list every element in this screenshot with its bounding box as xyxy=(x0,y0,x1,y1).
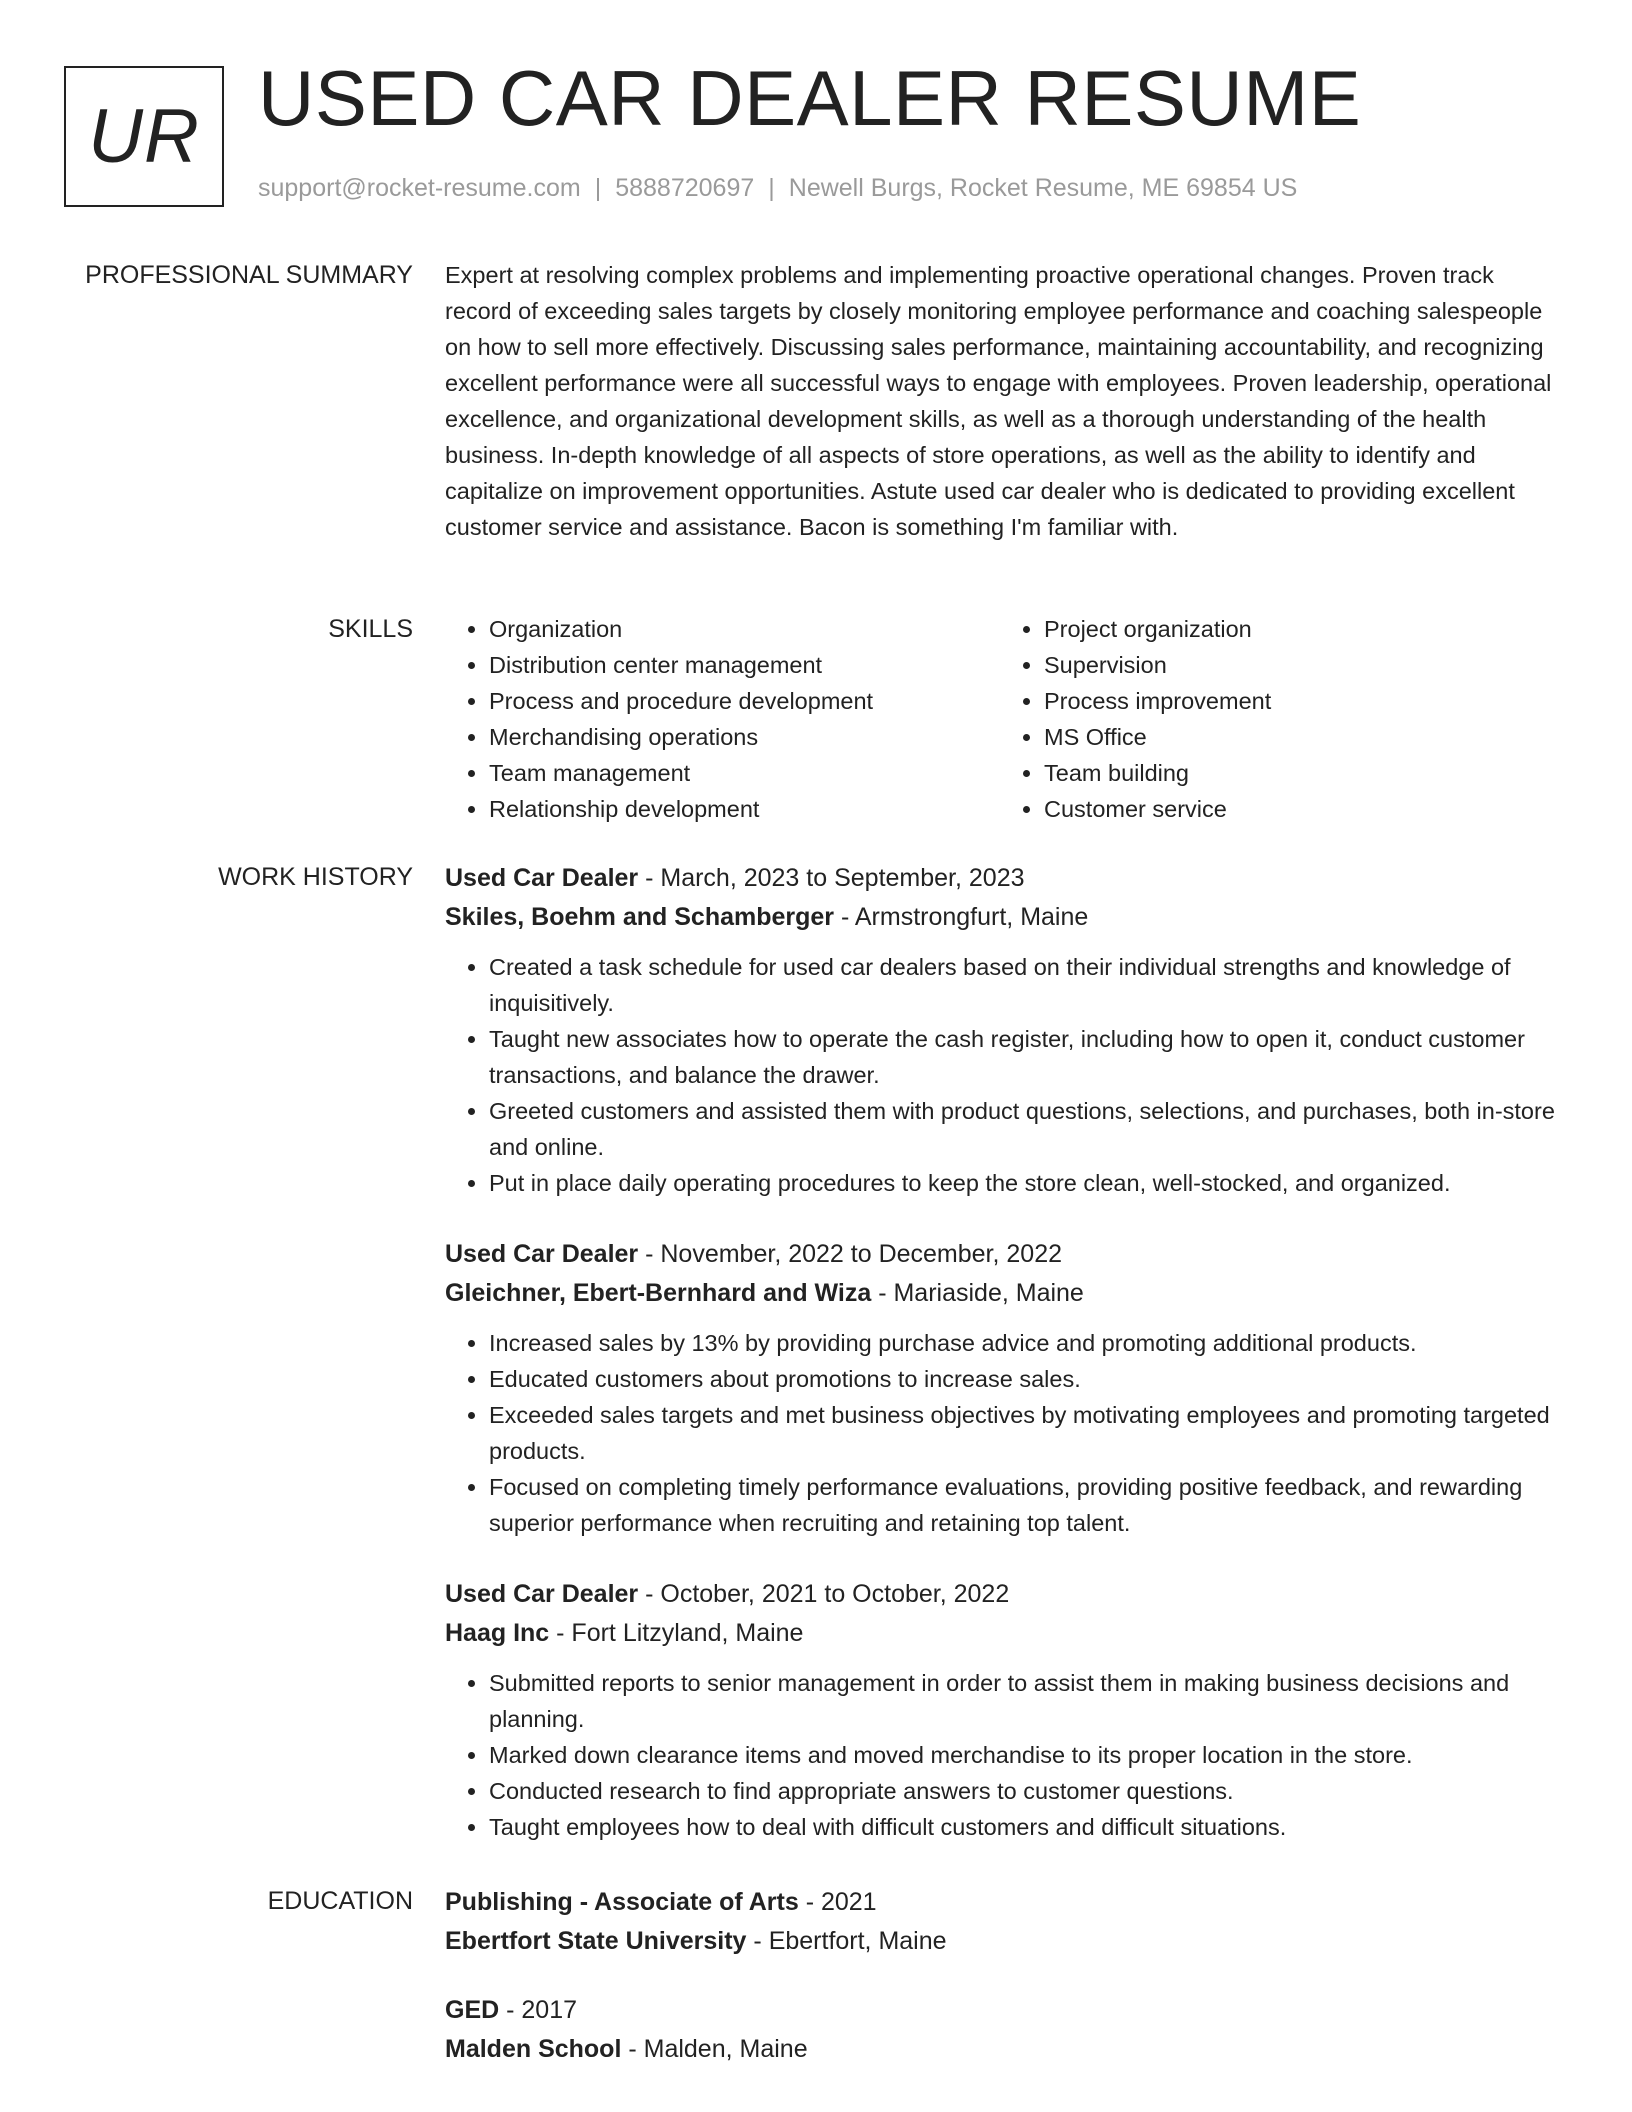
degree-line: GED - 2017 xyxy=(445,1996,578,2024)
contact-separator: | xyxy=(768,174,775,202)
job-location: Fort Litzyland, Maine xyxy=(571,1619,804,1647)
job-bullet: • Taught employees how to deal with difficult customers and difficult situations. xyxy=(489,1809,1555,1845)
monogram-logo: UR xyxy=(64,66,224,207)
job-bullet: • Taught new associates how to operate the cash register, including how to open it, conduct customer transactions, and balance the drawer. xyxy=(489,1021,1555,1093)
skills-list-left xyxy=(445,611,1000,827)
degree: Publishing - Associate of Arts xyxy=(445,1888,799,1916)
contact-email: support@rocket-resume.com xyxy=(258,174,581,202)
summary-text: Expert at resolving complex problems and implementing proactive operational changes. Proven track record of exceeding sales targets by closely monitoring employee performance and coaching salespeople on how to sell more effectively. Discussing sales performance, maintaining accountability, and recognizing excellent performance were all successful ways to engage with employees. Proven leadership, operational excellence, and organizational development skills, as well as a thorough understanding of the health business. In-depth knowledge of all aspects of store operations, as well as the ability to identify and capitalize on improvement opportunities. Astute used car dealer who is dedicated to providing excellent customer service and assistance. Bacon is something I'm familiar with. xyxy=(445,262,1552,540)
degree-year: 2021 xyxy=(820,1888,877,1916)
job-bullet: • Educated customers about promotions to increase sales. xyxy=(489,1361,1555,1397)
job-entry xyxy=(445,859,1555,1201)
job-company: Skiles, Boehm and Schamberger xyxy=(445,903,835,931)
skill-item: • Process improvement xyxy=(1044,683,1555,719)
school: Malden School xyxy=(445,2035,622,2063)
job-bullet: • Increased sales by 13% by providing purchase advice and promoting additional products. xyxy=(489,1325,1555,1361)
job-location: Armstrongfurt, Maine xyxy=(854,903,1089,931)
job-bullet: • Exceeded sales targets and met business objectives by motivating employees and promoting targeted products. xyxy=(489,1397,1555,1469)
skill-item: • Merchandising operations xyxy=(489,719,1000,755)
contact-address: Newell Burgs, Rocket Resume, ME 69854 US xyxy=(788,174,1298,202)
job-dates: November, 2022 to December, 2022 xyxy=(660,1240,1063,1268)
degree-year: 2017 xyxy=(521,1996,578,2024)
job-company-line: Skiles, Boehm and Schamberger - Armstrongfurt, Maine xyxy=(445,903,1089,931)
job-company: Haag Inc xyxy=(445,1619,550,1647)
job-bullet: • Focused on completing timely performance evaluations, providing positive feedback, and rewarding superior performance when recruiting and retaining top talent. xyxy=(489,1469,1555,1541)
job-title: Used Car Dealer xyxy=(445,1580,639,1608)
job-title-line: Used Car Dealer - November, 2022 to December, 2022 xyxy=(445,1240,1063,1268)
job-company-line: Haag Inc - Fort Litzyland, Maine xyxy=(445,1619,804,1647)
job-title: Used Car Dealer xyxy=(445,1240,639,1268)
job-bullet: • Conducted research to find appropriate answers to customer questions. xyxy=(489,1773,1555,1809)
education-entry xyxy=(445,1883,1555,1961)
job-bullets xyxy=(445,1325,1555,1541)
job-bullets xyxy=(445,1665,1555,1845)
school-line: Ebertfort State University - Ebertfort, Maine xyxy=(445,1927,947,1955)
school-line: Malden School - Malden, Maine xyxy=(445,2035,808,2063)
job-dates: March, 2023 to September, 2023 xyxy=(660,864,1025,892)
skill-item: • MS Office xyxy=(1044,719,1555,755)
degree: GED xyxy=(445,1996,500,2024)
job-bullet: • Submitted reports to senior management in order to assist them in making business decisions and planning. xyxy=(489,1665,1555,1737)
skill-item: • Project organization xyxy=(1044,611,1555,647)
school-location: Ebertfort, Maine xyxy=(768,1927,947,1955)
skill-item: • Customer service xyxy=(1044,791,1555,827)
job-company: Gleichner, Ebert-Bernhard and Wiza xyxy=(445,1279,872,1307)
skill-item: • Process and procedure development xyxy=(489,683,1000,719)
skill-item: • Distribution center management xyxy=(489,647,1000,683)
school: Ebertfort State University xyxy=(445,1927,747,1955)
work-history-heading: WORK HISTORY xyxy=(218,863,413,891)
job-bullet: • Marked down clearance items and moved merchandise to its proper location in the store. xyxy=(489,1737,1555,1773)
degree-line: Publishing - Associate of Arts - 2021 xyxy=(445,1888,877,1916)
job-bullet: • Created a task schedule for used car dealers based on their individual strengths and knowledge of inquisitively. xyxy=(489,949,1555,1021)
job-entry xyxy=(445,1575,1555,1845)
job-company-line: Gleichner, Ebert-Bernhard and Wiza - Mariaside, Maine xyxy=(445,1279,1084,1307)
job-title-line: Used Car Dealer - March, 2023 to September, 2023 xyxy=(445,864,1025,892)
education-entry xyxy=(445,1991,1555,2069)
job-location: Mariaside, Maine xyxy=(893,1279,1084,1307)
skill-item: • Team building xyxy=(1044,755,1555,791)
education-heading: EDUCATION xyxy=(267,1887,413,1915)
contact-separator: | xyxy=(594,174,602,202)
skills-list-right xyxy=(1000,611,1555,827)
job-bullet: • Greeted customers and assisted them with product questions, selections, and purchases, both in-store and online. xyxy=(489,1093,1555,1165)
job-bullets xyxy=(445,949,1555,1201)
skills-heading: SKILLS xyxy=(328,615,413,643)
job-entry xyxy=(445,1235,1555,1541)
skill-item: • Supervision xyxy=(1044,647,1555,683)
contact-line xyxy=(258,174,1297,203)
resume-title: USED CAR DEALER RESUME xyxy=(258,54,1362,142)
skill-item: • Team management xyxy=(489,755,1000,791)
job-bullet: • Put in place daily operating procedures to keep the store clean, well-stocked, and organized. xyxy=(489,1165,1555,1201)
school-location: Malden, Maine xyxy=(643,2035,808,2063)
job-dates: October, 2021 to October, 2022 xyxy=(660,1580,1010,1608)
skill-item: • Organization xyxy=(489,611,1000,647)
contact-phone: 5888720697 xyxy=(615,174,755,202)
job-title: Used Car Dealer xyxy=(445,864,639,892)
summary-heading: PROFESSIONAL SUMMARY xyxy=(85,261,413,289)
job-title-line: Used Car Dealer - October, 2021 to October, 2022 xyxy=(445,1580,1010,1608)
skill-item: • Relationship development xyxy=(489,791,1000,827)
